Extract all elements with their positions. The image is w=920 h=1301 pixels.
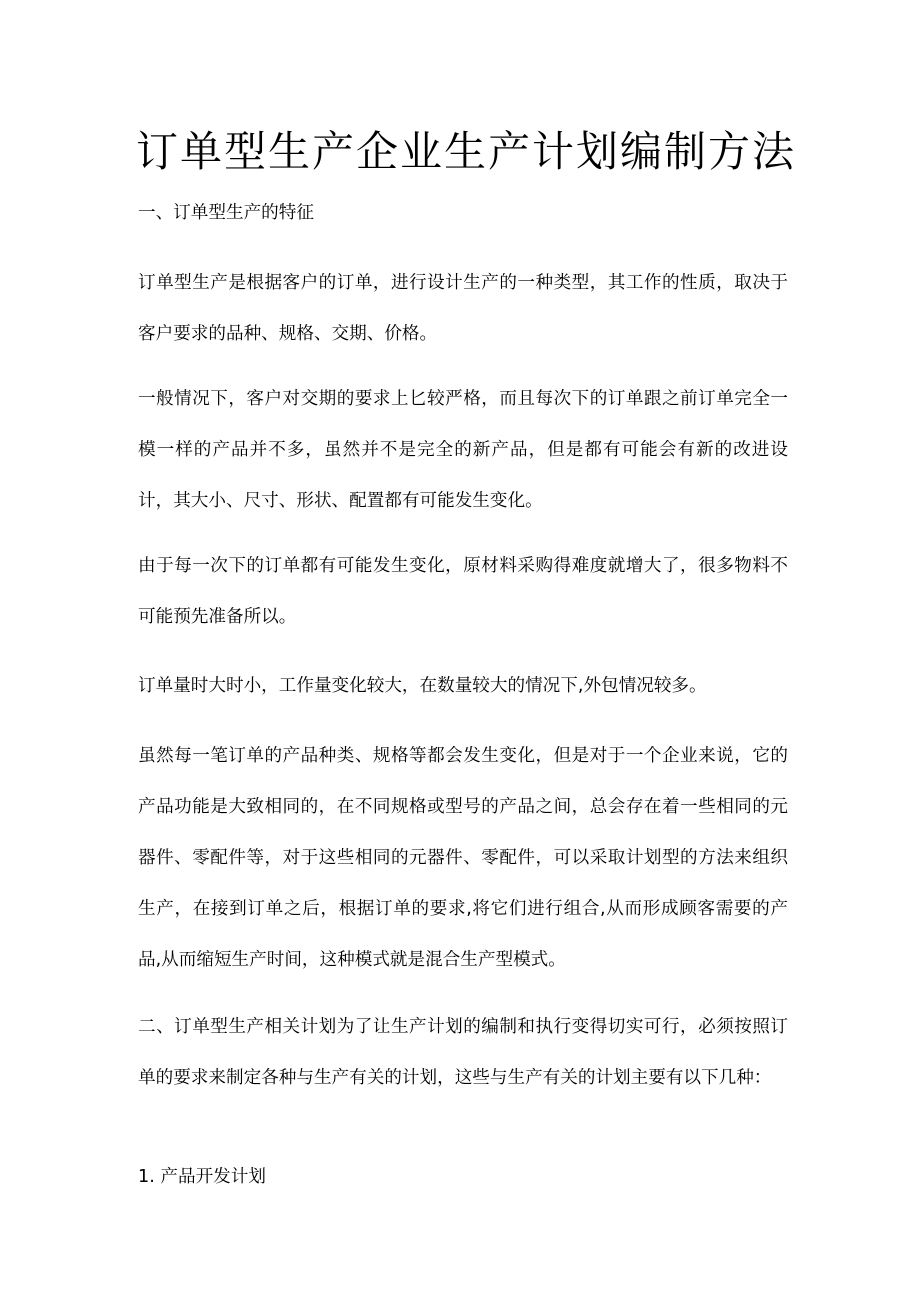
paragraph: 订单量时大时小，工作量变化较大，在数量较大的情况下,外包情况较多。 xyxy=(138,676,707,696)
paragraph: 虽然每一笔订单的产品种类、规格等都会发生变化，但是对于一个企业来说，它的产品功能是大致相同的，在不同规格或型号的产品之间，总会存在着一些相同的元器件、零配件等，对于这些相同的元器件、零配件，可以采取计划型的方法来组织生产，在接到订单之后，根据订单的要求,将它们进行组合,从而形成顾客需要的产品,从而缩短生产时间，这种模式就是混合生产型模式。 xyxy=(138,746,788,970)
list-item: 1. 产品开发计划 xyxy=(138,1167,266,1187)
paragraph: 订单型生产是根据客户的订单，进行设计生产的一种类型，其工作的性质，取决于客户要求的品种、规格、交期、价格。 xyxy=(138,273,788,344)
document-title: 订单型生产企业生产计划编制方法 xyxy=(136,127,797,176)
section-heading: 一、订单型生产的特征 xyxy=(138,203,314,223)
paragraph: 二、订单型生产相关计划为了让生产计划的编制和执行变得切实可行，必须按照订单的要求来制定各种与生产有关的计划，这些与生产有关的计划主要有以下几种： xyxy=(138,1017,788,1088)
paragraph: 由于每一次下的订单都有可能发生变化，原材料采购得难度就增大了，很多物料不可能预先准备所以。 xyxy=(138,556,788,627)
paragraph: 一般情况下，客户对交期的要求上匕较严格，而且每次下的订单跟之前订单完全一模一样的产品并不多，虽然并不是完全的新产品，但是都有可能会有新的改进设计，其大小、尺寸、形状、配置都有可能发生变化。 xyxy=(138,389,788,511)
